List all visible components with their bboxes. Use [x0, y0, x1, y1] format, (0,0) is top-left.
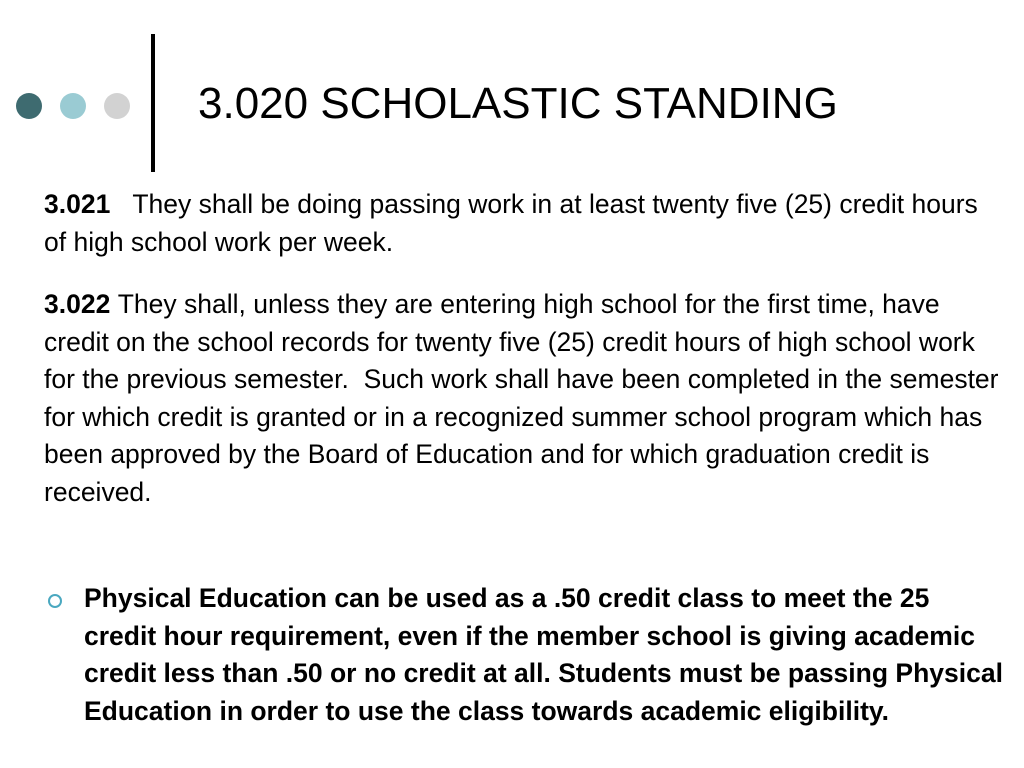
slide-body [44, 186, 1006, 511]
hollow-circle-bullet-icon [48, 594, 62, 608]
teal-dot-icon [60, 93, 86, 119]
section-3-021 [44, 186, 999, 261]
bullet-item [44, 580, 1004, 730]
bullet-text: Physical Education can be used as a .50 credit class to meet the 25 credit hour requirement, even if the member school is giving academic credit less than .50 or no credit at all. Students must be passing Physical Education in order to use the class towards academic eligibility. [84, 583, 1003, 726]
section-3-022 [44, 286, 1006, 511]
section-number: 3.021 [44, 189, 111, 219]
section-text: They shall be doing passing work in at least twenty five (25) credit hours of high school work per week. [44, 189, 978, 257]
slide-title: 3.020 SCHOLASTIC STANDING [198, 79, 838, 128]
section-number: 3.022 [44, 289, 111, 319]
title-divider [151, 34, 155, 172]
gray-dot-icon [104, 93, 130, 119]
section-text: They shall, unless they are entering high school for the first time, have credit on the school records for twenty five (25) credit hours of high school work for the previous semester. Such work shall have been completed in the semester for which credit is granted or in a recognized summer school program which has been approved by the Board of Education and for which graduation credit is received. [44, 289, 1006, 507]
dark-dot-icon [16, 93, 42, 119]
